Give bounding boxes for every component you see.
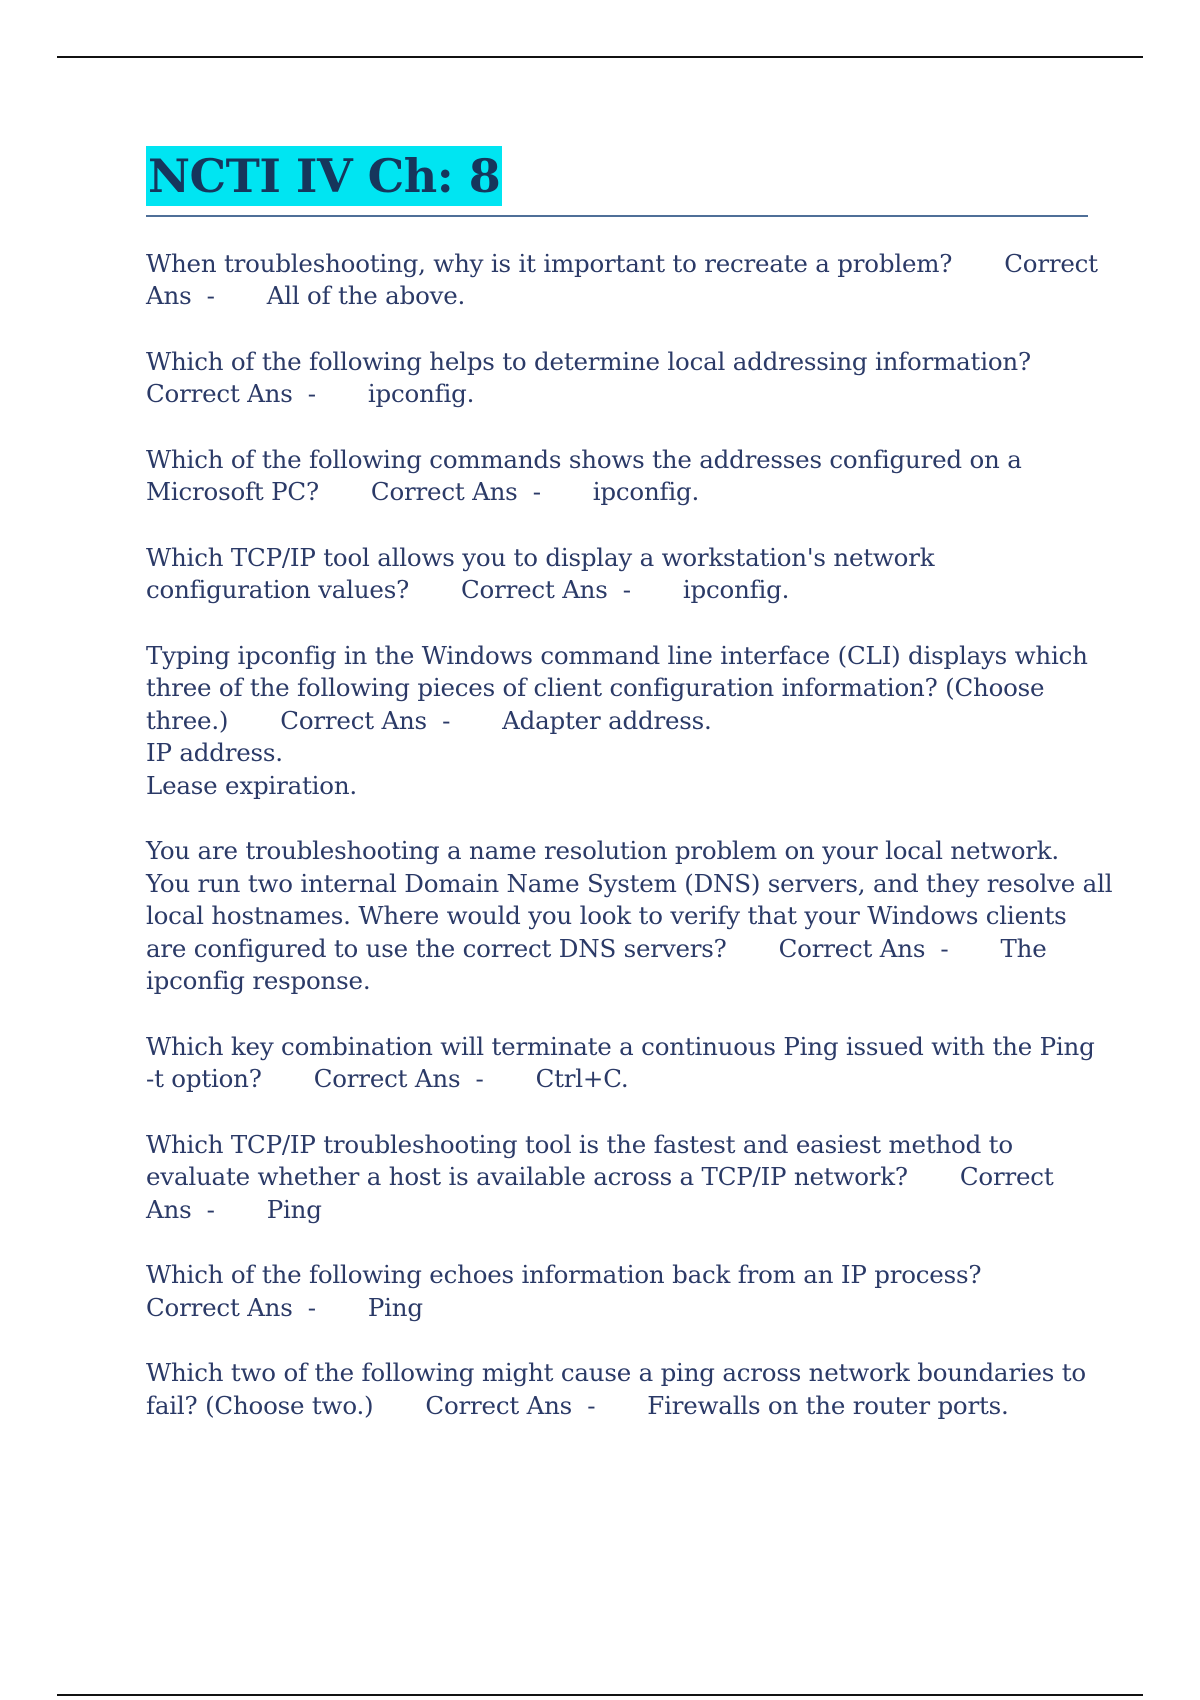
qa-item — [146, 542, 1086, 607]
qa-line — [146, 770, 1086, 803]
qa-line — [146, 444, 1086, 477]
document-body — [146, 146, 1113, 1455]
qa-line — [146, 346, 1086, 379]
qa-text: The — [1000, 933, 1047, 963]
qa-item — [146, 1357, 1086, 1422]
qa-item — [146, 835, 1113, 998]
qa-list — [146, 248, 1113, 1423]
qa-item — [146, 346, 1086, 411]
qa-text: Correct Ans - — [425, 1390, 596, 1420]
qa-item — [146, 1259, 1086, 1324]
qa-line — [146, 705, 1086, 738]
qa-text: three.) — [146, 705, 229, 735]
qa-line — [146, 868, 1113, 901]
qa-line — [146, 280, 1086, 313]
qa-text: are configured to use the correct DNS servers? — [146, 933, 727, 963]
qa-line — [146, 574, 1086, 607]
qa-text: Which of the following echoes information back from an IP process? — [146, 1260, 982, 1289]
qa-line — [146, 1194, 1086, 1227]
qa-text: -t option? — [146, 1064, 262, 1093]
qa-text: fail? (Choose two.) — [146, 1390, 374, 1420]
qa-text: Ctrl+C. — [535, 1064, 629, 1093]
qa-line — [146, 1259, 1086, 1292]
qa-text: Typing ipconfig in the Windows command line interface (CLI) displays which — [146, 640, 1088, 670]
qa-text: Correct Ans - — [146, 379, 316, 408]
qa-line — [146, 640, 1086, 673]
qa-item — [146, 444, 1086, 509]
qa-text: Ans - — [146, 281, 215, 310]
qa-text: ipconfig response. — [146, 966, 371, 995]
qa-line — [146, 1161, 1086, 1194]
document-title: NCTI IV Ch: 8 — [146, 146, 502, 206]
qa-text: When troubleshooting, why is it important to recreate a problem? — [146, 248, 953, 278]
qa-line — [146, 378, 1086, 411]
qa-item — [146, 640, 1086, 803]
qa-text: Correct — [959, 1162, 1054, 1191]
qa-text: ipconfig. — [682, 575, 790, 604]
qa-text: IP address. — [146, 738, 283, 767]
qa-line — [146, 835, 1086, 868]
page-top-rule — [57, 56, 1143, 58]
qa-line — [146, 737, 1086, 770]
qa-text: Which key combination will terminate a continuous Ping issued with the Ping — [146, 1031, 1095, 1061]
qa-line — [146, 1063, 1086, 1096]
qa-line — [146, 1357, 1086, 1390]
qa-line — [146, 965, 1086, 998]
qa-text: local hostnames. Where would you look to verify that your Windows clients — [146, 901, 1067, 930]
qa-text: You are troubleshooting a name resolution problem on your local network. — [146, 836, 1059, 865]
qa-text: Ping — [367, 1292, 423, 1322]
qa-line — [146, 1390, 1086, 1423]
qa-line — [146, 542, 1086, 575]
qa-text: ipconfig. — [592, 477, 700, 506]
qa-text: Correct Ans - — [280, 705, 451, 735]
title-underline — [146, 215, 1088, 217]
qa-text: Which two of the following might cause a ping across network boundaries to — [146, 1358, 1086, 1387]
qa-text: Correct Ans - — [146, 1292, 316, 1322]
qa-text: Lease expiration. — [146, 770, 357, 800]
qa-line — [146, 1031, 1095, 1064]
qa-text: evaluate whether a host is available across a TCP/IP network? — [146, 1162, 908, 1191]
qa-text: Which of the following commands shows the addresses configured on a — [146, 444, 1022, 474]
qa-text: Correct Ans - — [370, 477, 541, 506]
qa-text: Firewalls on the router ports. — [647, 1390, 1009, 1420]
qa-line — [146, 933, 1086, 966]
page-bottom-rule — [57, 1694, 1143, 1696]
qa-line — [146, 672, 1086, 705]
qa-text: Which TCP/IP tool allows you to display a workstation's network — [146, 542, 935, 572]
qa-text: configuration values? — [146, 575, 410, 604]
qa-text: You run two internal Domain Name System (DNS) servers, and they resolve all — [146, 868, 1113, 898]
qa-text: Ans - — [146, 1194, 215, 1224]
qa-text: three of the following pieces of client configuration information? (Choose — [146, 673, 1045, 702]
qa-line — [146, 1292, 1086, 1325]
qa-text: Correct Ans - — [461, 575, 631, 604]
qa-text: ipconfig. — [367, 379, 475, 408]
qa-item — [146, 1129, 1086, 1227]
qa-line — [146, 476, 1086, 509]
qa-item — [146, 248, 1098, 313]
qa-line — [146, 900, 1086, 933]
qa-text: Which TCP/IP troubleshooting tool is the fastest and easiest method to — [146, 1129, 1013, 1159]
qa-text: Microsoft PC? — [146, 477, 319, 506]
qa-line — [146, 1129, 1086, 1162]
qa-text: Which of the following helps to determine local addressing information? — [146, 346, 1031, 376]
qa-text: Correct Ans - — [313, 1064, 484, 1093]
qa-text: All of the above. — [266, 281, 466, 310]
qa-text: Ping — [266, 1194, 322, 1224]
qa-item — [146, 1031, 1095, 1096]
qa-text: Adapter address. — [502, 705, 712, 735]
qa-text: Correct Ans - — [778, 933, 949, 963]
qa-line — [146, 248, 1098, 281]
qa-text: Correct — [1004, 248, 1098, 278]
